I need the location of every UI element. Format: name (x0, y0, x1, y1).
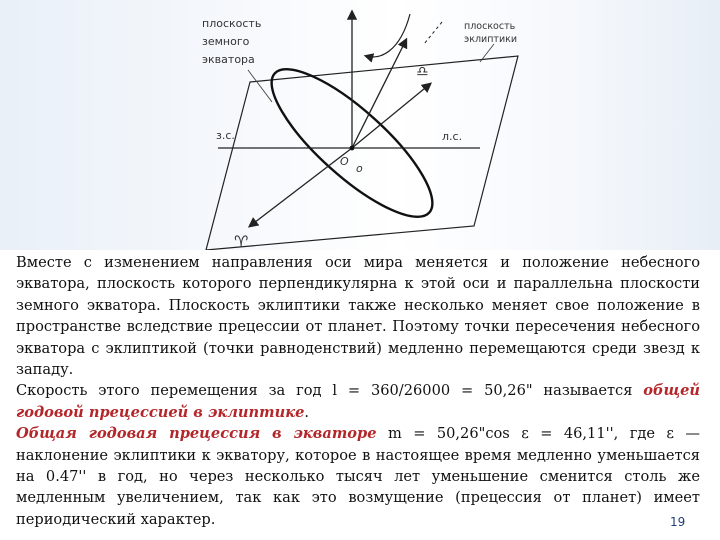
paragraph-2-start: Скорость этого перемещения за год l = 360/26000 = 50,26" называется (16, 382, 644, 400)
equator-label-2: земного (202, 35, 250, 48)
aries-direction (250, 148, 352, 226)
equator-label-leader (248, 70, 272, 102)
east-label: л.с. (442, 130, 463, 143)
paragraph-1: Вместе с изменением направления оси мира меняется и положение небесного экватора, плоскость которого перпендикулярна к этой оси и параллельна плоскости земного экватора. Плоскость эклиптики также несколько меняет свое положение в пространстве вследствие прецессии от планет. Поэтому точки пересечения небесного экватора с эклиптикой (точки равноденствий) медленно перемещаются среди звезд к западу. (16, 254, 700, 379)
ecliptic-label-2: эклиптики (464, 34, 518, 45)
center-label: O (340, 155, 349, 168)
precession-arrow (366, 14, 410, 57)
body-text (16, 252, 700, 530)
libra-symbol: ♎ (416, 64, 429, 80)
west-label: з.с. (216, 129, 235, 142)
paragraph-2-end: . (304, 403, 310, 421)
small-o-label: o (356, 162, 363, 175)
aries-symbol: ♈ (234, 232, 249, 250)
term-ecliptic-precession: общей годовой прецессией в эклиптике (16, 382, 700, 421)
libra-direction (352, 84, 430, 148)
paragraph-2 (16, 380, 700, 423)
paragraph-3-rest: m = 50,26"cos ε = 46,11'', где ε — наклонение эклиптики к экватору, которое в настоящее время медленно уменьшается на 0.47'' в год, но через несколько тысяч лет уменьшение сменится столь же медленным увеличением, так как это возмущение (прецессия от планет) имеет периодический характер. (16, 425, 700, 528)
page-number: 19 (670, 515, 686, 529)
paragraph-3 (16, 423, 700, 530)
diagram-svg (180, 0, 550, 250)
ecliptic-label-1: плоскость (464, 21, 516, 32)
dashed-guide (424, 22, 442, 44)
center-point (350, 146, 355, 151)
term-equator-precession: Общая годовая прецессия в экваторе (16, 425, 377, 443)
precession-diagram (180, 0, 550, 250)
equator-label-3: экватора (202, 53, 255, 66)
equator-label-1: плоскость (202, 17, 262, 30)
ecliptic-plane (206, 56, 518, 250)
